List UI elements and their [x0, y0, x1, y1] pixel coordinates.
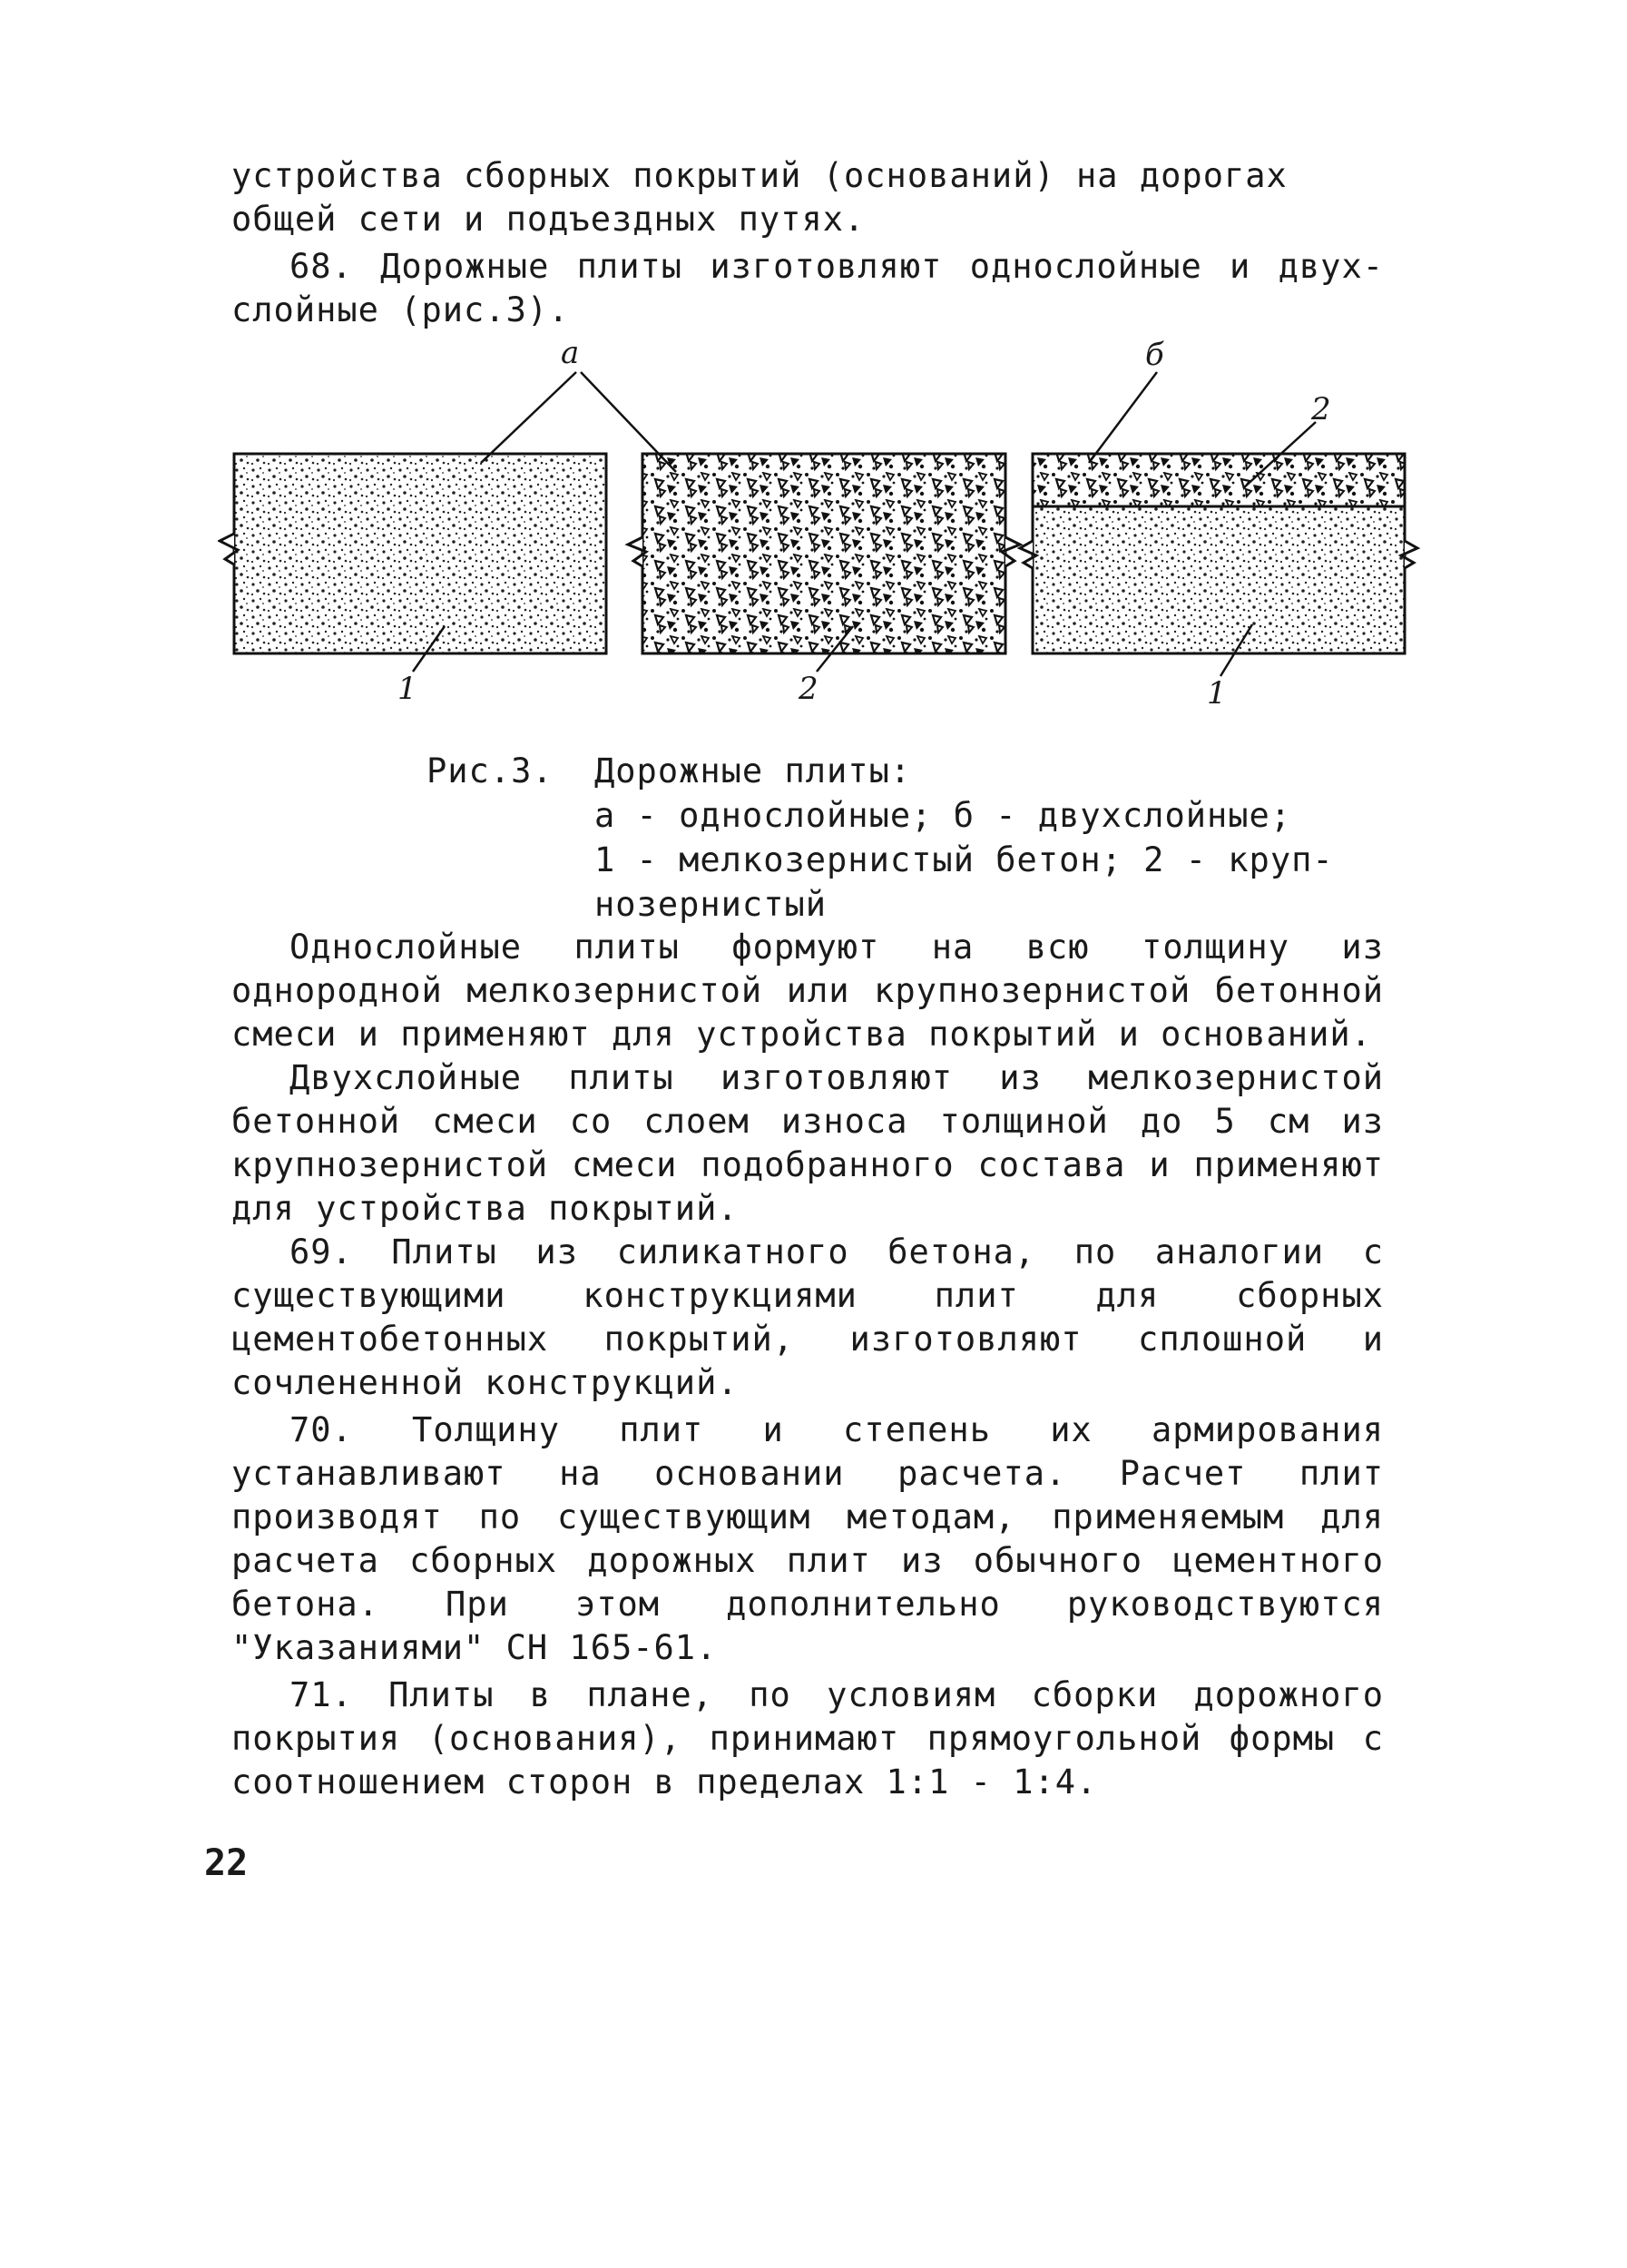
label-b: б — [1145, 337, 1164, 373]
slab-double-layer — [1020, 454, 1417, 653]
caption-line-3: 1 - мелкозернистый бетон; 2 - круп- — [594, 840, 1334, 879]
label-2-middle: 2 — [799, 671, 818, 707]
paragraph-70: 70. Толщину плит и степень их армирования устанавливают на основании расчета. Расчет плит производят по существующим методам, применяемым для расчета сборных дорожных плит из обычного цементного бетона. При этом дополнительно руководствуются "Указаниями" СН 165-61. — [231, 1410, 1384, 1667]
paragraph-71: 71. Плиты в плане, по условиям сборки дорожного покрытия (основания), принимают прямоугольной формы с соотношением сторон в пределах 1:1 - 1:4. — [231, 1675, 1384, 1802]
paragraph-69: 69. Плиты из силикатного бетона, по аналогии с существующими конструкциями плит для сборных цементобетонных покрытий, изготовляют сплошной и сочлененной конструкций. — [231, 1232, 1384, 1402]
intro-line-2: общей сети и подъездных путях. — [231, 200, 866, 239]
intro-line-1: устройства сборных покрытий (оснований) на дорогах — [231, 156, 1288, 195]
label-a: а — [561, 336, 580, 371]
body-text — [231, 926, 1384, 1804]
figure-road-slabs — [218, 336, 1425, 708]
intro-text — [231, 154, 1384, 332]
page-number: 22 — [204, 1842, 249, 1884]
paragraph-double-layer: Двухслойные плиты изготовляют из мелкозернистой бетонной смеси со слоем износа толщиной до 5 см из крупнозернистой смеси подобранного состава и применяют для устройства покрытий. — [231, 1058, 1384, 1228]
label-1-left: 1 — [397, 671, 417, 707]
paragraph-single-layer: Однослойные плиты формуют на всю толщину из однородной мелкозернистой или крупнозернистой бетонной смеси и применяют для устройства покрытий и оснований. — [231, 928, 1384, 1054]
caption-line-1: Дорожные плиты: — [594, 751, 912, 790]
caption-title: Рис.3. — [426, 751, 554, 790]
slab-single-layer-coarse — [628, 454, 1020, 653]
caption-line-2: а - однослойные; б - двухслойные; — [594, 796, 1292, 835]
label-2-right: 2 — [1311, 391, 1331, 427]
label-1-right: 1 — [1207, 675, 1227, 708]
paragraph-68: 68. Дорожные плиты изготовляют однослойные и двух-слойные (рис.3). — [231, 247, 1384, 329]
figure-caption — [426, 749, 1379, 927]
slab-diagram — [218, 336, 1425, 708]
caption-line-4: нозернистый — [594, 885, 828, 924]
slab-single-layer-fine — [220, 454, 606, 653]
